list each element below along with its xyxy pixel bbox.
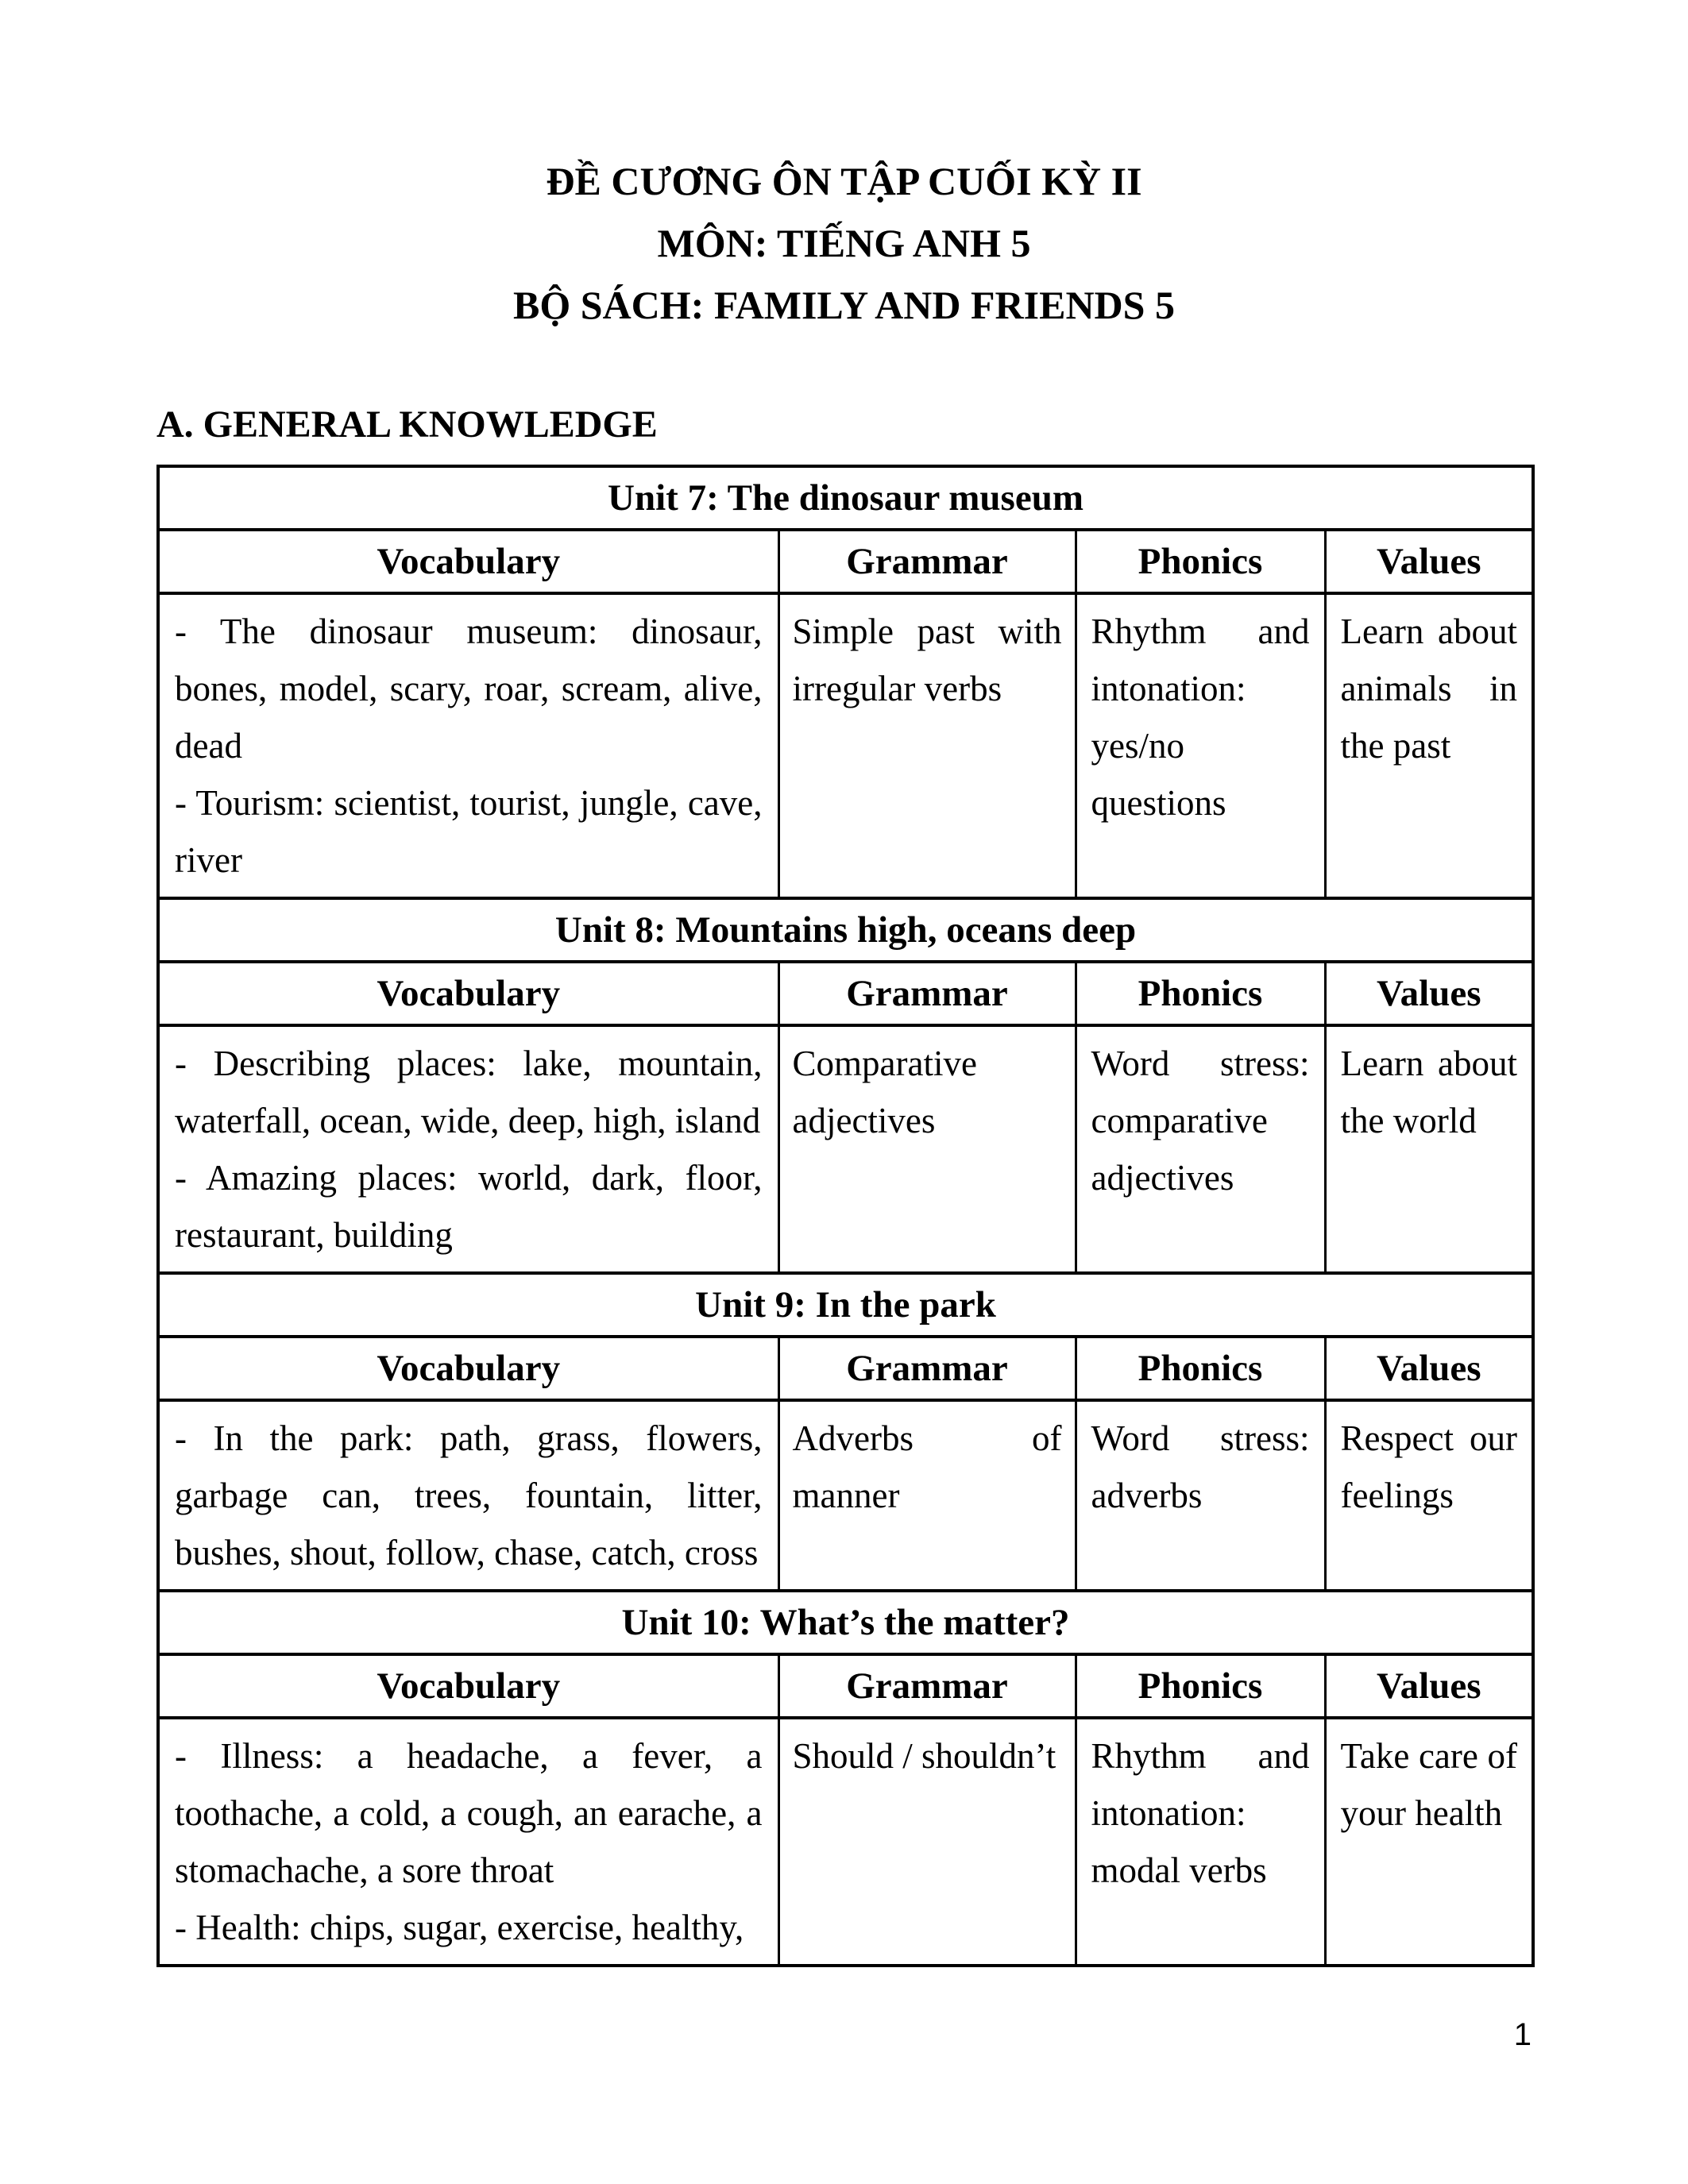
unit-8-phonics-cell	[1076, 1025, 1325, 1273]
phonics-paragraph: Rhythm and intonation: yes/no questions	[1091, 612, 1310, 823]
table-row	[158, 1025, 1533, 1273]
unit-10-title: Unit 10: What’s the matter?	[158, 1591, 1533, 1654]
phonics-paragraph: Rhythm and intonation: modal verbs	[1091, 1736, 1310, 1890]
vocabulary-paragraph: - In the park: path, grass, flowers, garbage can, trees, fountain, litter, bushes, shout, follow, chase, catch, cross	[175, 1418, 763, 1572]
unit-7-phonics-cell	[1076, 593, 1325, 898]
values-paragraph: Respect our feelings	[1340, 1418, 1518, 1515]
unit-7-values-cell	[1325, 593, 1533, 898]
page-number: 1	[1513, 2017, 1532, 2052]
column-header-values: Values	[1325, 1654, 1533, 1718]
unit-10-vocabulary-cell	[158, 1718, 778, 1966]
column-header-values: Values	[1325, 1337, 1533, 1400]
phonics-paragraph: Word stress: adverbs	[1091, 1418, 1310, 1515]
unit-8-grammar-cell	[778, 1025, 1076, 1273]
table-row	[158, 530, 1533, 593]
column-header-phonics: Phonics	[1076, 530, 1325, 593]
column-header-phonics: Phonics	[1076, 962, 1325, 1025]
table-row	[158, 1591, 1533, 1654]
column-header-values: Values	[1325, 962, 1533, 1025]
unit-10-values-cell	[1325, 1718, 1533, 1966]
unit-10-phonics-cell	[1076, 1718, 1325, 1966]
table-row	[158, 1654, 1533, 1718]
column-header-vocabulary: Vocabulary	[158, 1337, 778, 1400]
vocabulary-paragraph: - Amazing places: world, dark, floor, restaurant, building	[175, 1158, 763, 1255]
document-title	[156, 150, 1532, 336]
unit-7-vocabulary-cell	[158, 593, 778, 898]
unit-8-vocabulary-cell	[158, 1025, 778, 1273]
table-row	[158, 1718, 1533, 1966]
unit-9-title: Unit 9: In the park	[158, 1273, 1533, 1337]
values-paragraph: Learn about the world	[1340, 1044, 1518, 1140]
column-header-phonics: Phonics	[1076, 1654, 1325, 1718]
column-header-grammar: Grammar	[778, 962, 1076, 1025]
phonics-paragraph: Word stress: comparative adjectives	[1091, 1044, 1310, 1198]
table-row	[158, 466, 1533, 530]
column-header-grammar: Grammar	[778, 1337, 1076, 1400]
table-row	[158, 1400, 1533, 1591]
table-row	[158, 1273, 1533, 1337]
column-header-grammar: Grammar	[778, 1654, 1076, 1718]
unit-7-title: Unit 7: The dinosaur museum	[158, 466, 1533, 530]
grammar-paragraph: Simple past with irregular verbs	[792, 612, 1062, 708]
unit-8-values-cell	[1325, 1025, 1533, 1273]
column-header-vocabulary: Vocabulary	[158, 1654, 778, 1718]
vocabulary-paragraph: - Illness: a headache, a fever, a toothache, a cold, a cough, an earache, a stomachache, a sore throat	[175, 1736, 763, 1890]
column-header-vocabulary: Vocabulary	[158, 962, 778, 1025]
unit-10-grammar-cell	[778, 1718, 1076, 1966]
column-header-grammar: Grammar	[778, 530, 1076, 593]
values-paragraph: Take care of your health	[1340, 1736, 1518, 1833]
title-line-2: MÔN: TIẾNG ANH 5	[657, 221, 1031, 265]
column-header-phonics: Phonics	[1076, 1337, 1325, 1400]
unit-7-grammar-cell	[778, 593, 1076, 898]
table-row	[158, 962, 1533, 1025]
vocabulary-paragraph: - Health: chips, sugar, exercise, healthy,	[175, 1908, 744, 1947]
grammar-paragraph: Should / shouldn’t	[792, 1736, 1056, 1776]
grammar-paragraph: Comparative adjectives	[792, 1044, 977, 1140]
table-row	[158, 1337, 1533, 1400]
section-heading: A. GENERAL KNOWLEDGE	[156, 403, 658, 446]
general-knowledge-table	[156, 465, 1535, 1967]
title-line-3: BỘ SÁCH: FAMILY AND FRIENDS 5	[513, 283, 1175, 327]
vocabulary-paragraph: - The dinosaur museum: dinosaur, bones, model, scary, roar, scream, alive, dead	[175, 612, 763, 766]
unit-9-values-cell	[1325, 1400, 1533, 1591]
table-row	[158, 593, 1533, 898]
title-line-1: ĐỀ CƯƠNG ÔN TẬP CUỐI KỲ II	[546, 159, 1142, 203]
unit-9-vocabulary-cell	[158, 1400, 778, 1591]
vocabulary-paragraph: - Tourism: scientist, tourist, jungle, cave, river	[175, 783, 763, 880]
table-row	[158, 898, 1533, 962]
column-header-vocabulary: Vocabulary	[158, 530, 778, 593]
column-header-values: Values	[1325, 530, 1533, 593]
unit-8-title: Unit 8: Mountains high, oceans deep	[158, 898, 1533, 962]
grammar-paragraph: Adverbs of manner	[792, 1418, 1062, 1515]
vocabulary-paragraph: - Describing places: lake, mountain, waterfall, ocean, wide, deep, high, island	[175, 1044, 763, 1140]
unit-9-grammar-cell	[778, 1400, 1076, 1591]
values-paragraph: Learn about animals in the past	[1340, 612, 1518, 766]
unit-9-phonics-cell	[1076, 1400, 1325, 1591]
